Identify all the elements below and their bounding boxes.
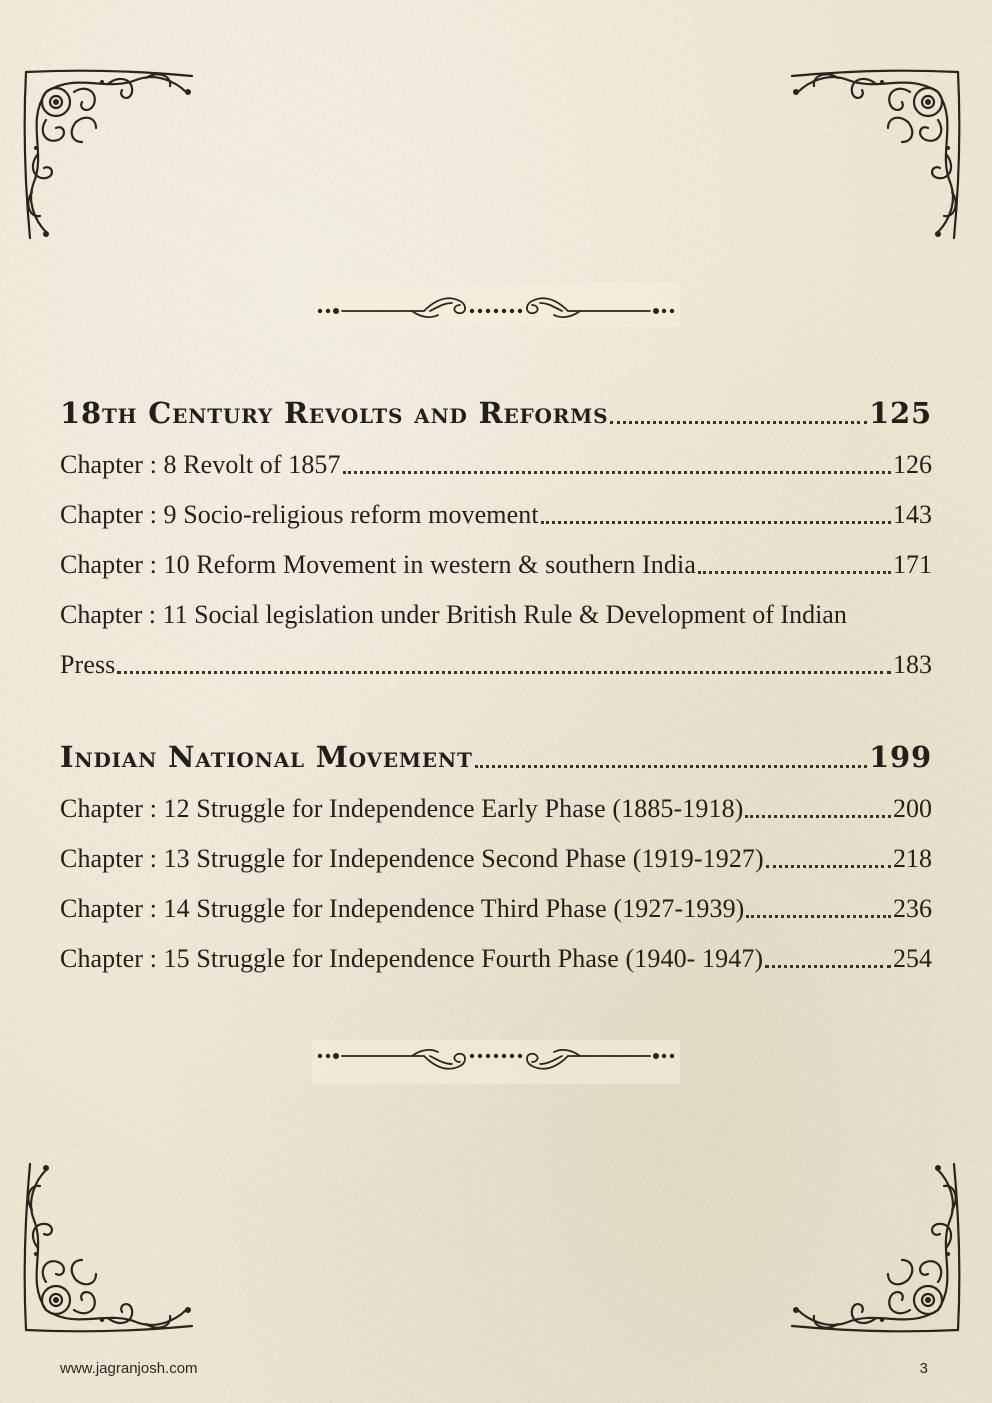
chapter-title-line-2-row [60, 630, 932, 680]
chapter-page-number: 183 [893, 650, 932, 679]
toc-entry[interactable] [60, 824, 932, 874]
dot-leader [117, 671, 891, 674]
chapter-page-number: 143 [893, 500, 932, 529]
scroll-divider-icon [312, 1040, 680, 1084]
toc-entry[interactable] [60, 430, 932, 480]
chapter-title: Chapter : 12 Struggle for Independence Early Phase (1885-1918) [60, 794, 744, 823]
toc-entry[interactable] [60, 774, 932, 824]
toc-entry[interactable] [60, 480, 932, 530]
toc-entry[interactable] [60, 530, 932, 580]
chapter-title: Chapter : 8 Revolt of 1857 [60, 450, 341, 479]
toc-section-2 [60, 724, 932, 974]
chapter-title-line-2: Press [60, 650, 116, 679]
chapter-title: Chapter : 9 Socio-religious reform movement [60, 500, 539, 529]
dot-leader [610, 421, 867, 424]
corner-flourish-icon [788, 62, 968, 242]
section-title: Indian National Movement [60, 740, 473, 774]
footer-website[interactable]: www.jagranjosh.com [60, 1360, 198, 1377]
toc-section-1 [60, 380, 932, 680]
dot-leader [746, 915, 891, 918]
section-heading[interactable] [60, 724, 932, 774]
chapter-page-number: 200 [893, 794, 932, 823]
corner-flourish-icon [16, 62, 196, 242]
dot-leader [745, 815, 891, 818]
footer-page-number: 3 [919, 1360, 928, 1377]
chapter-page-number: 218 [893, 844, 932, 873]
dot-leader [343, 471, 891, 474]
chapter-page-number: 254 [893, 944, 932, 973]
toc-entry-wrapped[interactable] [60, 580, 932, 680]
corner-flourish-icon [788, 1160, 968, 1340]
toc-entry[interactable] [60, 924, 932, 974]
chapter-page-number: 236 [893, 894, 932, 923]
chapter-page-number: 171 [893, 550, 932, 579]
chapter-page-number: 126 [893, 450, 932, 479]
chapter-title-line-1: Chapter : 11 Social legislation under British Rule & Development of Indian [60, 600, 847, 629]
section-heading[interactable] [60, 380, 932, 430]
dot-leader [765, 965, 891, 968]
section-title: 18th Century Revolts and Reforms [60, 396, 609, 430]
chapter-title: Chapter : 10 Reform Movement in western & southern India [60, 550, 696, 579]
section-page-number: 199 [869, 740, 932, 774]
dot-leader [475, 765, 867, 768]
dot-leader [541, 521, 891, 524]
chapter-title: Chapter : 15 Struggle for Independence Fourth Phase (1940- 1947) [60, 944, 764, 973]
scroll-divider-icon [312, 283, 680, 327]
chapter-title: Chapter : 13 Struggle for Independence Second Phase (1919-1927) [60, 844, 764, 873]
corner-flourish-icon [16, 1160, 196, 1340]
toc-entry[interactable] [60, 874, 932, 924]
chapter-title: Chapter : 14 Struggle for Independence Third Phase (1927-1939) [60, 894, 745, 923]
dot-leader [766, 865, 891, 868]
section-page-number: 125 [869, 396, 932, 430]
dot-leader [698, 571, 891, 574]
